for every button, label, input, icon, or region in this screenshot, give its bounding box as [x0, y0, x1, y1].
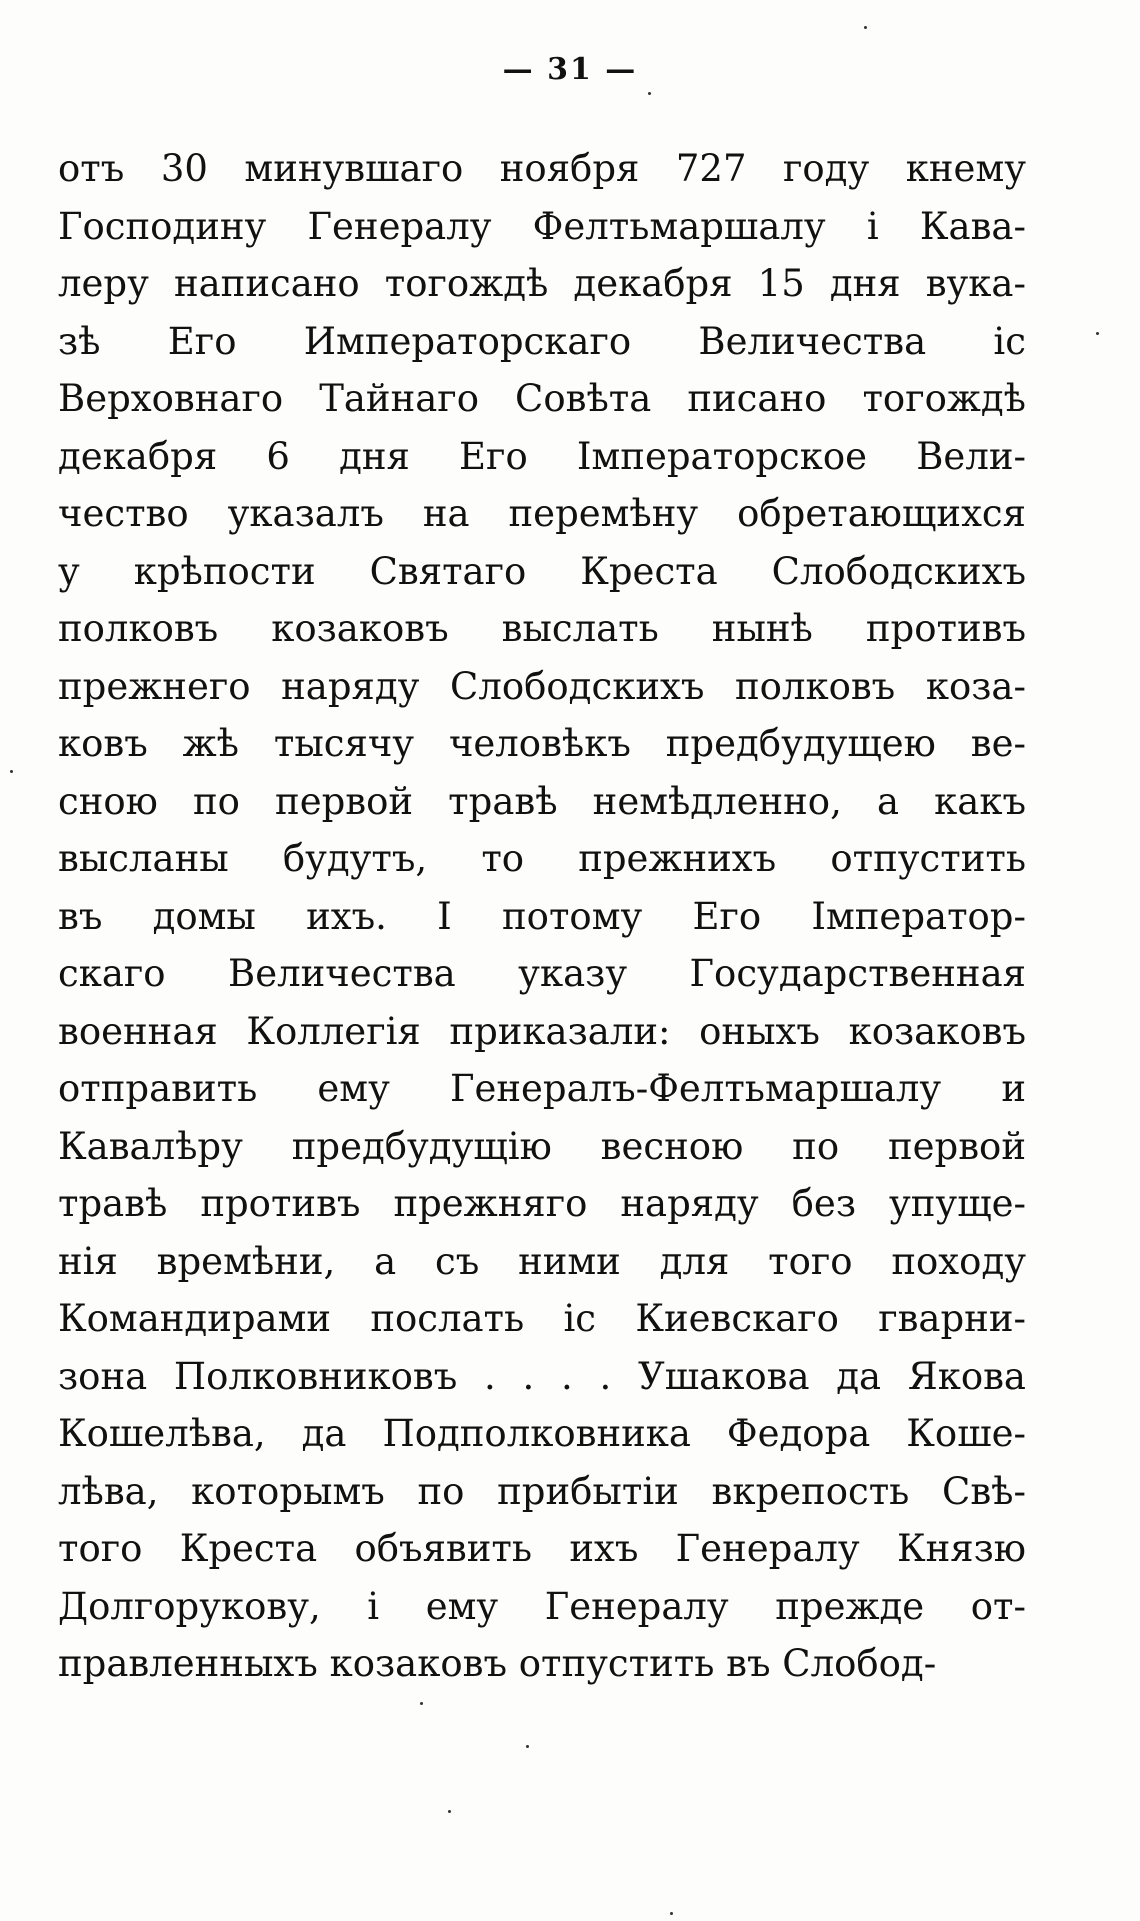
- text-line: чество указалъ на перемѣну обретающихся: [58, 492, 1026, 535]
- text-line: отъ 30 минувшаго ноября 727 году кнему: [58, 147, 1026, 190]
- text-line: Господину Генералу Фелтьмаршалу і Кава-: [58, 204, 1026, 248]
- text-line: высланы будутъ, то прежнихъ отпустить: [58, 837, 1026, 880]
- text-line: прежнего наряду Слободскихъ полковъ коза-: [58, 664, 1026, 708]
- text-line: Командирами послать іс Киевскаго гварни-: [58, 1297, 1026, 1340]
- scan-speck: [420, 1702, 423, 1705]
- text-line: военная Коллегія приказали: оныхъ козаковъ: [58, 1009, 1026, 1053]
- text-line: декабря 6 дня Его Імператорское Вели-: [58, 434, 1026, 478]
- text-line: нія времѣни, а съ ними для того походу: [58, 1239, 1026, 1283]
- text-line: леру написано тогождѣ декабря 15 дня вука-: [58, 262, 1026, 305]
- scan-speck: [10, 770, 13, 773]
- scan-speck: [648, 92, 651, 95]
- text-line: того Креста объявить ихъ Генералу Князю: [58, 1527, 1026, 1570]
- text-line: Кавалѣру предбудущію весною по первой: [58, 1124, 1026, 1168]
- text-line: Кошелѣва, да Подполковника Федора Коше-: [58, 1412, 1026, 1455]
- text-line: полковъ козаковъ выслать нынѣ противъ: [58, 607, 1026, 650]
- scan-speck: [670, 1912, 673, 1915]
- text-line: Верховнаго Тайнаго Совѣта писано тогождѣ: [58, 377, 1026, 420]
- text-line: лѣва, которымъ по прибытіи вкрепость Свѣ-: [58, 1469, 1026, 1513]
- text-line: Долгорукову, і ему Генералу прежде от-: [58, 1584, 1026, 1628]
- scan-speck: [1096, 332, 1099, 335]
- text-line: отправить ему Генералъ-Фелтьмаршалу и: [58, 1067, 1026, 1110]
- scan-speck: [448, 1810, 451, 1813]
- text-line: зѣ Его Императорскаго Величества іс: [58, 319, 1026, 363]
- text-line: скаго Величества указу Государственная: [58, 952, 1026, 995]
- text-line: зона Полковниковъ . . . . Ушакова да Якова: [58, 1354, 1026, 1398]
- text-line: правленныхъ козаковъ отпустить въ Слобод-: [58, 1642, 937, 1685]
- page-number: — 31 —: [502, 52, 638, 87]
- text-line: сною по первой травѣ немѣдленно, а какъ: [58, 779, 1026, 823]
- text-line: травѣ противъ прежняго наряду без упуще-: [58, 1182, 1026, 1225]
- text-line: въ домы ихъ. І потому Его Імператор-: [58, 894, 1026, 938]
- body-text: [58, 140, 1026, 1693]
- scan-speck: [526, 1745, 529, 1748]
- scan-speck: [864, 26, 867, 29]
- text-line: у крѣпости Святаго Креста Слободскихъ: [58, 549, 1026, 593]
- text-line: ковъ жѣ тысячу человѣкъ предбудущею ве-: [58, 722, 1026, 765]
